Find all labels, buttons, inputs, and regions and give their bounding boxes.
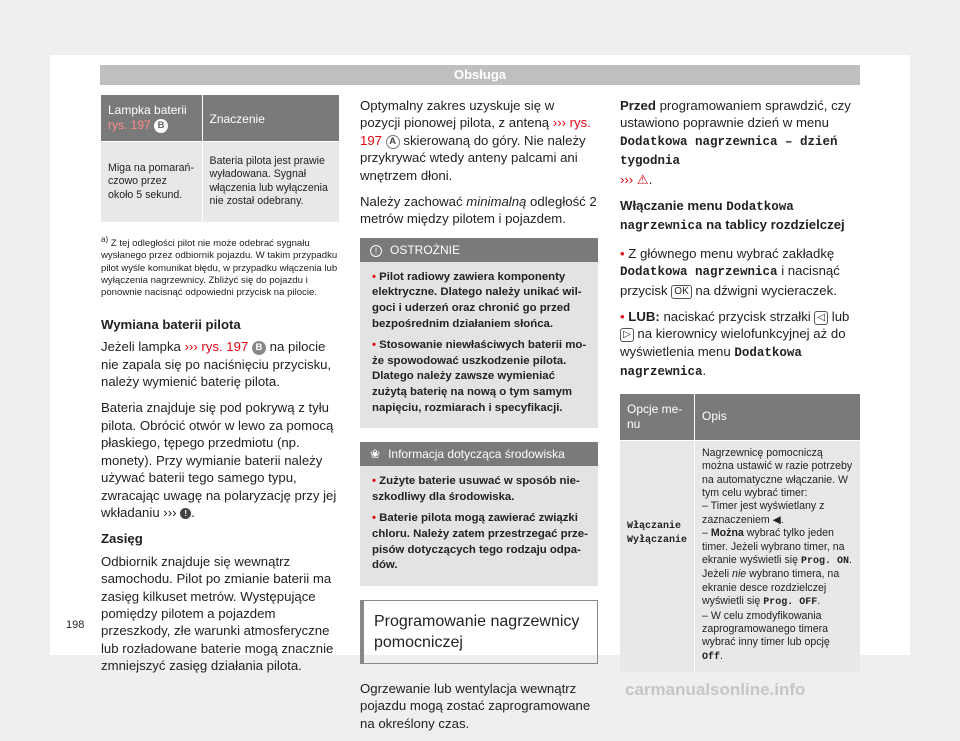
- battery-paragraph-2: Bateria znajduje się pod pokrywą z tyłu pilota. Obrócić otwór w lewo za pomocą płaskiego, tępego przedmiotu (np. monety). Przy wymianie baterii należy używać baterii tego samego typu, zwracając uwagę na polaryzację przy jej wkładaniu ››› ! .: [101, 400, 337, 520]
- section-paragraph: Ogrzewanie lub wentylacja wewnątrz pojazdu mogą zostać zaprogramowane na określony czas.: [360, 680, 591, 731]
- caution-icon: !: [370, 245, 382, 257]
- column-right: [620, 97, 860, 672]
- caution-box: [360, 238, 598, 428]
- footnote-mark: a): [101, 234, 109, 244]
- range-paragraph: Odbiornik znajduje się wewnątrz samochodu. Pilot po zmianie baterii ma zasięg kilkuset metrów. Występujące pomiędzy pilotem a pojazdem przeszkody, złe warunki atmosferyczne lub rozładowane baterie mogą znacznie zmniejszyć zasięg działania pilota.: [101, 553, 334, 674]
- caution-item: • Stosowanie niewłaściwych baterii może spowodować uszkodzenie pilota. Dlatego należy zawsze wymieniać zużytą baterię na nową o tym samym napięciu, rozmiarach i specyfikacji.: [372, 339, 587, 414]
- menu-heading: Włączanie menu Dodatkowa nagrzewnica na tablicy rozdzielczej: [620, 198, 845, 234]
- warning-icon: ⚠: [636, 171, 649, 187]
- watermark: carmanualsonline.info: [625, 680, 806, 699]
- page-number: 198: [66, 619, 85, 631]
- battery-paragraph-1: Jeżeli lampka ››› rys. 197 B na pilocie nie zapala się po naciśnięciu przycisku, należy wymienić baterię pilota.: [101, 339, 332, 390]
- info-icon[interactable]: !: [180, 508, 191, 519]
- environment-item: • Zużyte baterie usuwać w sposób nieszkodliwy dla środowiska.: [372, 475, 580, 503]
- distance-paragraph: Należy zachować minimalną odległość 2 metrów między pilotem i pojazdem.: [360, 194, 597, 227]
- table-header-description: Opis: [695, 394, 860, 441]
- arrow-left-key-icon: ◁: [814, 311, 828, 325]
- menu-bullet-1: • Z głównego menu wybrać zakładkę Dodatkowa nagrzewnica i nacisnąć przycisk OK na dźwigni wycieraczek.: [620, 245, 840, 298]
- table-cell-description: Nagrzewnicę pomocniczą można ustawić w razie potrzeby na automatyczne włączanie. W tym celu wybrać timer: – Timer jest wyświetlany z zaznaczeniem ◀. – Można wybrać tylko jeden timer. Jeżeli wybrano timer, na ekranie wyświetli się Prog. ON. Jeżeli nie wybrano timera, na ekranie desce rozdzielczej wyświetli się Prog. OFF. – W celu zmodyfikowania zaprogramowanego timera wybrać inny timer lub opcję Off.: [695, 440, 860, 672]
- badge-a: A: [386, 135, 400, 149]
- badge-b: B: [252, 341, 266, 355]
- figure-ref-link[interactable]: ››› rys. 197: [360, 115, 591, 148]
- range-heading: Zasięg: [101, 531, 143, 547]
- column-middle: [360, 97, 598, 741]
- ok-key-icon: OK: [671, 285, 691, 299]
- environment-header: ❀ Informacja dotycząca środowiska: [360, 442, 598, 466]
- environment-box: [360, 442, 598, 586]
- page-header: Obsługa: [100, 65, 860, 85]
- table-header-meaning: Znaczenie: [202, 95, 339, 142]
- column-left: [101, 95, 339, 684]
- leaf-icon: ❀: [370, 447, 381, 462]
- warning-ref-link[interactable]: ›››: [620, 171, 634, 187]
- table-cell-lamp-state: Miga na pomarańczowo przez około 5 sekund.: [101, 142, 202, 222]
- section-title: Programowanie nagrzewnicy pomocniczej: [360, 600, 598, 664]
- figure-ref-link[interactable]: ››› rys. 197: [184, 339, 249, 355]
- range-continued-paragraph: Optymalny zakres uzyskuje się w pozycji pionowej pilota, z anteną ››› rys. 197 A skierowaną do góry. Nie należy przykrywać wtedy anteny palcami ani wnętrzem dłoni.: [360, 98, 591, 183]
- caution-item: • Pilot radiowy zawiera komponenty elektryczne. Dlatego należy unikać wilgoci i uderzeń oraz chronić go przed bezpośrednim działaniem słońca.: [372, 270, 582, 330]
- badge-b: B: [154, 119, 168, 133]
- footnote: $^{a)}$ Z tej odległości pilot nie może odebrać sygnału wysłanego przez odbiornik pojazdu. W takim przypadku pilot wyśle komunikat błędu, w przypadku włączenia lub wyłączenia nagrzewnicy. Zbliżyć się do pojazdu i ponownie nacisnąć odpowiedni przycisk na pilocie.: [101, 234, 338, 299]
- arrow-right-key-icon: ▷: [620, 328, 634, 342]
- table-cell-meaning: Bateria pilota jest prawie wyładowana. Sygnał włączenia lub wyłączenia nie został odebrany.: [202, 142, 339, 222]
- menu-bullet-2: • LUB: naciskać przycisk strzałki ◁ lub ▷ na kierownicy wielofunkcyjnej aż do wyświetlenia menu Dodatkowa nagrzewnica.: [620, 309, 850, 380]
- figure-ref-link[interactable]: rys. 197: [108, 118, 151, 132]
- table-header-lamp: Lampka baterii rys. 197 B: [101, 95, 202, 142]
- table-header-options: Opcje menu: [620, 394, 695, 441]
- menu-options-table: [620, 394, 860, 673]
- caution-header: ! OSTROŻNIE: [360, 238, 598, 262]
- before-programming-paragraph: Przed programowaniem sprawdzić, czy ustawiono poprawnie dzień w menu Dodatkowa nagrzewnica – dzień tygodnia ››› ⚠.: [620, 98, 851, 187]
- table-cell-options: Włączanie Wyłączanie: [620, 440, 695, 672]
- environment-item: • Baterie pilota mogą zawierać związki chloru. Należy zatem przestrzegać przepisów dotyczących tego rodzaju odpadów.: [372, 512, 588, 572]
- battery-lamp-table: [101, 95, 339, 222]
- battery-heading: Wymiana baterii pilota: [101, 316, 241, 332]
